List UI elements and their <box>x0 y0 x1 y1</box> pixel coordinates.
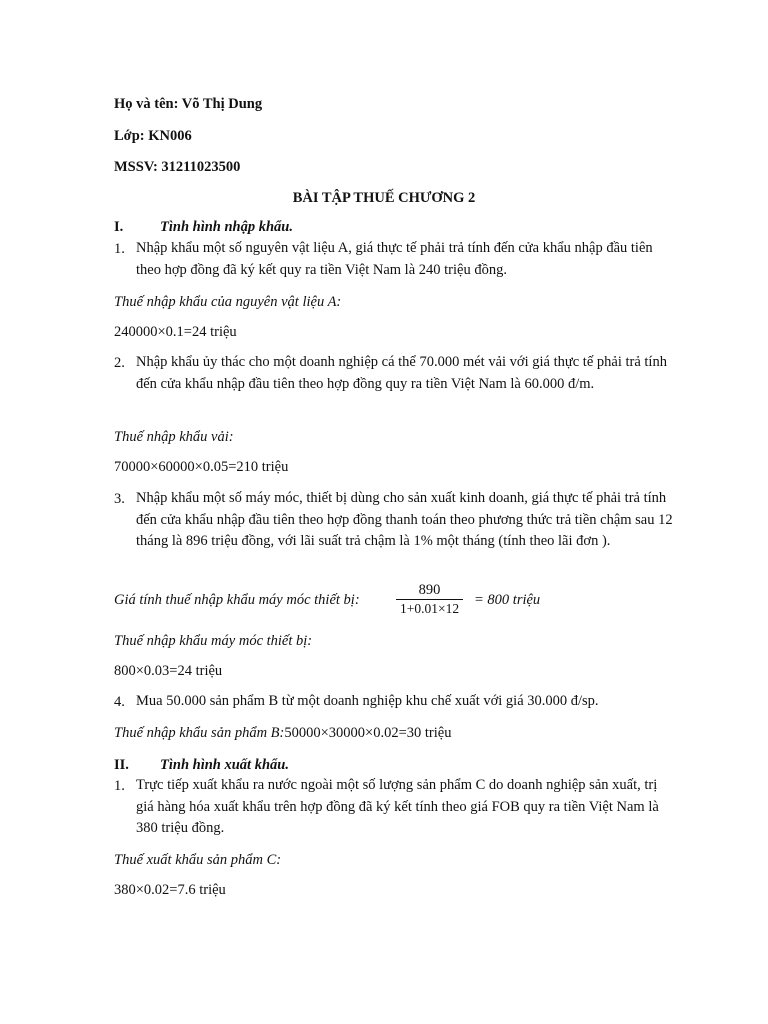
student-name: Họ và tên: Võ Thị Dung <box>114 96 263 112</box>
section-1-title: Tình hình nhập khẩu. <box>160 219 293 235</box>
item-2-text: Nhập khẩu ủy thác cho một doanh nghiệp cá thể 70.000 mét vải với giá thực tế phải trả tính đến cửa khẩu nhập đầu tiên theo hợp đồng quy ra tiền Việt Nam là 60.000 đ/m. <box>136 354 667 392</box>
item-3-text: Nhập khẩu một số máy móc, thiết bị dùng cho sản xuất kinh doanh, giá thực tế phải trả tính đến cửa khẩu nhập đầu tiên theo hợp đồng thanh toán theo phương thức trả tiền chậm sau 12 tháng là 896 triệu đồng, với lãi suất trả chậm là 1% một tháng (tính theo lãi đơn ). <box>136 490 673 549</box>
item-3-formula-result: = 800 triệu <box>474 592 541 608</box>
section-1-number: I. <box>114 219 124 235</box>
item-1-label: Thuế nhập khẩu của nguyên vật liệu A: <box>114 294 342 310</box>
item-4-calc-line <box>114 723 451 743</box>
fraction-numerator: 890 <box>418 582 441 598</box>
item-3-formula-label: Giá tính thuế nhập khẩu máy móc thiết bị: <box>114 592 360 608</box>
fraction-denominator: 1+0.01×12 <box>400 601 460 616</box>
item-2-calc: 70000×60000×0.05=210 triệu <box>114 459 289 475</box>
section-2-title: Tình hình xuất khẩu. <box>160 757 289 773</box>
item-3-calc: 800×0.03=24 triệu <box>114 663 223 679</box>
section-2-item-1-calc: 380×0.02=7.6 triệu <box>114 882 226 898</box>
item-3-fraction <box>396 581 463 618</box>
document-title: BÀI TẬP THUẾ CHƯƠNG 2 <box>292 190 476 206</box>
student-id: MSSV: 31211023500 <box>114 159 241 175</box>
item-1-calc: 240000×0.1=24 triệu <box>114 324 237 340</box>
item-3-number: 3. <box>114 491 125 507</box>
item-4-text: Mua 50.000 sản phẩm B từ một doanh nghiệp khu chế xuất với giá 30.000 đ/sp. <box>136 693 599 709</box>
item-2-label: Thuế nhập khẩu vải: <box>114 429 234 445</box>
student-class: Lớp: KN006 <box>114 128 192 144</box>
item-4-number: 4. <box>114 694 125 710</box>
section-2-item-1-text: Trực tiếp xuất khẩu ra nước ngoài một số lượng sản phẩm C do doanh nghiệp sản xuất, trị giá hàng hóa xuất khẩu trên hợp đồng đã ký kết tính theo giá FOB quy ra tiền Việt Nam là 380 triệu đồng. <box>136 777 659 836</box>
section-2-item-1-number: 1. <box>114 778 125 794</box>
section-2-number: II. <box>114 757 129 773</box>
item-1-text: Nhập khẩu một số nguyên vật liệu A, giá thực tế phải trả tính đến cửa khẩu nhập đầu tiên theo hợp đồng đã ký kết quy ra tiền Việt Nam là 240 triệu đồng. <box>136 240 653 278</box>
item-4-label: Thuế nhập khẩu sản phẩm B: <box>114 725 285 741</box>
item-1-number: 1. <box>114 241 125 257</box>
item-4-calc: 50000×30000×0.02=30 triệu <box>284 725 452 741</box>
item-3-label: Thuế nhập khẩu máy móc thiết bị: <box>114 633 313 649</box>
item-2-number: 2. <box>114 355 125 371</box>
section-2-item-1-label: Thuế xuất khẩu sản phẩm C: <box>114 852 282 868</box>
